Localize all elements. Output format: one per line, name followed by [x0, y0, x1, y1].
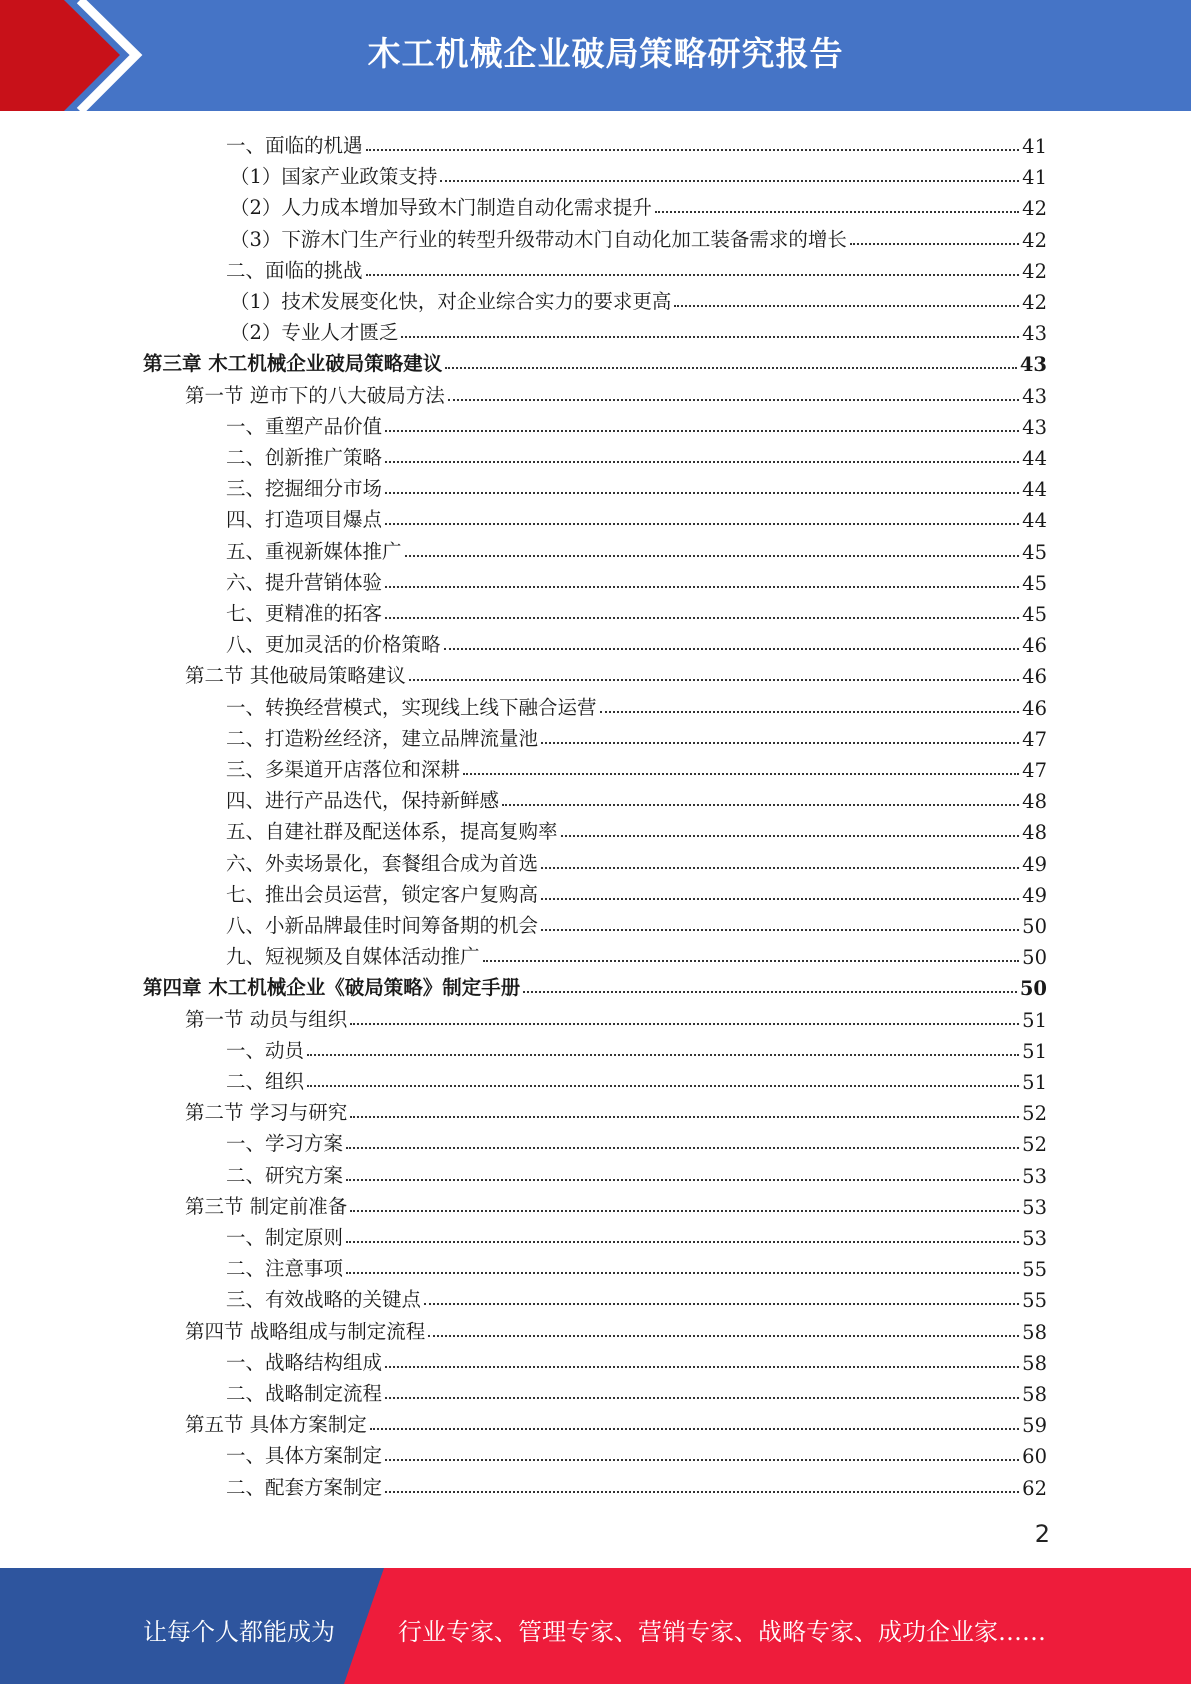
toc-entry-label: 三、挖掘细分市场	[226, 477, 383, 501]
toc-section-entry[interactable]	[185, 1313, 1047, 1344]
toc-entry-page: 44	[1022, 447, 1047, 470]
toc-entry-page: 58	[1022, 1383, 1047, 1406]
header-title: 木工机械企业破局策略研究报告	[367, 34, 844, 73]
toc-entry-label: 第四章 木工机械企业《破局策略》制定手册	[143, 976, 521, 1000]
toc-entry-page: 42	[1022, 228, 1047, 252]
toc-entry-page: 42	[1022, 291, 1047, 314]
toc-entry-page: 41	[1022, 135, 1047, 158]
toc-entry-page: 43	[1022, 415, 1047, 439]
toc-dot-leader	[483, 959, 1020, 962]
toc-entry-label: 二、创新推广策略	[226, 446, 383, 469]
toc-entry-page: 49	[1022, 883, 1047, 907]
toc-entry-page: 46	[1022, 696, 1047, 720]
toc-dot-leader	[385, 1396, 1019, 1399]
toc-entry-label: 四、进行产品迭代，保持新鲜感	[226, 789, 500, 813]
toc-subsection-entry[interactable]	[226, 1125, 1047, 1156]
toc-entry-page: 42	[1022, 197, 1047, 221]
toc-entry-page: 58	[1022, 1320, 1047, 1344]
toc-subsection-entry[interactable]	[226, 439, 1047, 470]
toc-chapter-entry[interactable]	[143, 969, 1047, 1000]
toc-entry-page: 47	[1022, 727, 1047, 751]
toc-entry-page: 45	[1022, 571, 1047, 595]
toc-entry-label: 第五节 具体方案制定	[185, 1413, 367, 1437]
toc-entry-label: 三、有效战略的关键点	[226, 1288, 422, 1312]
toc-subsection-entry[interactable]	[226, 408, 1047, 439]
toc-section-entry[interactable]	[185, 657, 1047, 688]
toc-entry-label: 三、多渠道开店落位和深耕	[226, 758, 461, 781]
toc-entry-label: 二、配套方案制定	[226, 1475, 383, 1499]
toc-dot-leader	[385, 1490, 1019, 1493]
toc-entry-label: 一、学习方案	[226, 1132, 344, 1156]
toc-entry-page: 42	[1022, 259, 1047, 283]
toc-entry-page: 46	[1022, 634, 1047, 658]
toc-dot-leader	[448, 398, 1019, 401]
toc-subsection-entry[interactable]	[226, 127, 1047, 158]
toc-dot-leader	[561, 834, 1020, 837]
toc-subsection-entry[interactable]	[226, 533, 1047, 564]
toc-dot-leader	[307, 1084, 1019, 1087]
toc-dot-leader	[440, 179, 1019, 182]
toc-entry-label: （2）人力成本增加导致木门制造自动化需求提升	[230, 196, 652, 220]
toc-entry-label: 六、外卖场景化，套餐组合成为首选	[226, 851, 539, 875]
toc-dot-leader	[541, 928, 1019, 931]
toc-dot-leader	[346, 1271, 1019, 1274]
toc-subsection-entry[interactable]	[226, 1437, 1047, 1468]
toc-entry-page: 59	[1022, 1414, 1047, 1438]
toc-dot-leader	[409, 678, 1019, 681]
toc-subsection-entry[interactable]	[226, 938, 1047, 969]
toc-subsection-entry[interactable]	[226, 1032, 1047, 1063]
toc-entry-label: （3）下游木门生产行业的转型升级带动木门自动化加工装备需求的增长	[230, 227, 847, 251]
toc-entry-page: 53	[1022, 1227, 1047, 1250]
toc-entry-label: 六、提升营销体验	[226, 570, 383, 594]
toc-dot-leader	[385, 1365, 1019, 1368]
toc-entry-page: 43	[1022, 384, 1047, 408]
toc-section-entry[interactable]	[185, 1188, 1047, 1219]
toc-dot-leader	[346, 1146, 1019, 1149]
toc-entry-page: 44	[1022, 509, 1047, 533]
toc-dot-leader	[541, 741, 1019, 744]
toc-entry-page: 51	[1022, 1039, 1047, 1063]
toc-subsection-entry[interactable]	[226, 813, 1047, 844]
toc-entry-label: 二、注意事项	[226, 1257, 344, 1281]
toc-dot-leader	[655, 210, 1019, 213]
toc-dot-leader	[850, 242, 1019, 245]
toc-dot-leader	[502, 803, 1019, 806]
toc-entry-label: 二、战略制定流程	[226, 1382, 383, 1405]
toc-entry-page: 41	[1022, 166, 1047, 190]
toc-subsection-entry[interactable]	[226, 1281, 1047, 1312]
toc-subsection-entry[interactable]	[230, 189, 1047, 220]
footer-slogan-left: 让每个人都能成为	[143, 1618, 335, 1646]
toc-dot-leader	[541, 866, 1019, 869]
page-header	[0, 0, 1191, 111]
toc-dot-leader	[366, 148, 1020, 151]
toc-entry-label: 一、战略结构组成	[226, 1350, 383, 1374]
toc-entry-label: 第一节 逆市下的八大破局方法	[185, 383, 445, 407]
toc-subsection-entry[interactable]	[226, 1344, 1047, 1375]
toc-dot-leader	[445, 366, 1017, 369]
toc-dot-leader	[523, 990, 1017, 993]
toc-entry-page: 48	[1022, 821, 1047, 845]
toc-subsection-entry[interactable]	[230, 283, 1047, 314]
toc-subsection-entry[interactable]	[226, 1469, 1047, 1500]
toc-dot-leader	[428, 1334, 1019, 1337]
toc-entry-label: 七、更精准的拓客	[226, 602, 383, 625]
toc-entry-label: 一、重塑产品价值	[226, 414, 383, 438]
toc-entry-label: 二、组织	[226, 1070, 305, 1093]
toc-dot-leader	[600, 710, 1020, 713]
toc-entry-label: 第三节 制定前准备	[185, 1194, 348, 1218]
toc-entry-label: 一、转换经营模式，实现线上线下融合运营	[226, 695, 597, 719]
toc-dot-leader	[385, 429, 1019, 432]
toc-dot-leader	[385, 1458, 1019, 1461]
toc-subsection-entry[interactable]	[226, 1157, 1047, 1188]
toc-entry-label: 九、短视频及自媒体活动推广	[226, 945, 480, 969]
toc-dot-leader	[385, 585, 1019, 588]
toc-dot-leader	[350, 1022, 1019, 1025]
toc-entry-label: 七、推出会员运营，锁定客户复购高	[226, 882, 539, 906]
toc-subsection-entry[interactable]	[226, 252, 1047, 283]
toc-entry-label: 二、面临的挑战	[226, 258, 363, 282]
toc-dot-leader	[444, 647, 1020, 650]
toc-section-entry[interactable]	[185, 1094, 1047, 1125]
toc-section-entry[interactable]	[185, 1001, 1047, 1032]
toc-entry-label: 四、打造项目爆点	[226, 508, 383, 532]
toc-dot-leader	[674, 304, 1019, 307]
toc-subsection-entry[interactable]	[226, 564, 1047, 595]
toc-entry-page: 45	[1022, 603, 1047, 626]
toc-dot-leader	[350, 1209, 1019, 1212]
toc-section-entry[interactable]	[185, 1406, 1047, 1437]
toc-dot-leader	[405, 554, 1020, 557]
toc-dot-leader	[541, 897, 1019, 900]
toc-entry-page: 52	[1022, 1133, 1047, 1157]
toc-dot-leader	[385, 522, 1019, 525]
toc-entry-label: 二、打造粉丝经济，建立品牌流量池	[226, 726, 539, 750]
toc-entry-label: 第二节 学习与研究	[185, 1101, 348, 1125]
toc-entry-page: 43	[1022, 322, 1047, 346]
toc-dot-leader	[307, 1053, 1019, 1056]
toc-subsection-entry[interactable]	[230, 158, 1047, 189]
toc-subsection-entry[interactable]	[226, 876, 1047, 907]
toc-entry-page: 50	[1019, 977, 1047, 1001]
toc-entry-page: 58	[1022, 1351, 1047, 1375]
toc-entry-page: 47	[1022, 759, 1047, 782]
toc-entry-page: 46	[1022, 665, 1047, 689]
toc-subsection-entry[interactable]	[226, 782, 1047, 813]
toc-dot-leader	[370, 1427, 1019, 1430]
toc-dot-leader	[463, 772, 1019, 775]
toc-entry-label: 第四节 战略组成与制定流程	[185, 1319, 426, 1343]
toc-subsection-entry[interactable]	[226, 626, 1047, 657]
footer-slogan-right: 行业专家、管理专家、营销专家、战略专家、成功企业家……	[398, 1618, 1046, 1646]
toc-entry-page: 52	[1022, 1102, 1047, 1126]
toc-dot-leader	[385, 460, 1019, 463]
toc-subsection-entry[interactable]	[226, 501, 1047, 532]
toc-entry-label: （2）专业人才匮乏	[230, 321, 399, 345]
toc-entry-page: 53	[1022, 1164, 1047, 1188]
toc-subsection-entry[interactable]	[226, 470, 1047, 501]
toc-subsection-entry[interactable]	[230, 221, 1047, 252]
toc-dot-leader	[385, 616, 1019, 619]
toc-entry-page: 53	[1022, 1195, 1047, 1219]
toc-entry-label: 一、面临的机遇	[226, 134, 363, 157]
toc-dot-leader	[366, 273, 1020, 276]
toc-subsection-entry[interactable]	[226, 1063, 1047, 1094]
toc-entry-page: 51	[1022, 1008, 1047, 1032]
toc-entry-label: 五、重视新媒体推广	[226, 539, 402, 563]
toc-dot-leader	[350, 1115, 1019, 1118]
toc-subsection-entry[interactable]	[226, 720, 1047, 751]
toc-entry-page: 44	[1022, 478, 1047, 502]
toc-entry-page: 43	[1019, 353, 1047, 377]
page-number: 2	[1034, 1520, 1050, 1548]
toc-subsection-entry[interactable]	[226, 1375, 1047, 1406]
toc-subsection-entry[interactable]	[226, 1250, 1047, 1281]
toc-entry-page: 62	[1022, 1476, 1047, 1500]
toc-chapter-entry[interactable]	[143, 345, 1047, 376]
toc-section-entry[interactable]	[185, 377, 1047, 408]
toc-dot-leader	[424, 1302, 1019, 1305]
toc-entry-page: 45	[1022, 540, 1047, 564]
toc-dot-leader	[346, 1240, 1019, 1243]
toc-entry-label: （1）技术发展变化快，对企业综合实力的要求更高	[230, 290, 672, 313]
toc-entry-label: 一、动员	[226, 1038, 305, 1062]
toc-entry-label: 第一节 动员与组织	[185, 1007, 348, 1031]
toc-entry-label: 二、研究方案	[226, 1163, 344, 1187]
toc-subsection-entry[interactable]	[226, 595, 1047, 626]
toc-subsection-entry[interactable]	[226, 907, 1047, 938]
toc-subsection-entry[interactable]	[230, 314, 1047, 345]
toc-subsection-entry[interactable]	[226, 689, 1047, 720]
toc-dot-leader	[346, 1178, 1019, 1181]
toc-entry-page: 50	[1022, 946, 1047, 970]
toc-entry-page: 49	[1022, 852, 1047, 876]
toc-entry-page: 48	[1022, 790, 1047, 814]
toc-entry-label: 第三章 木工机械企业破局策略建议	[143, 352, 443, 376]
toc-entry-label: 第二节 其他破局策略建议	[185, 664, 406, 688]
toc-entry-label: 八、更加灵活的价格策略	[226, 633, 441, 657]
toc-entry-page: 55	[1022, 1258, 1047, 1282]
toc-entry-page: 50	[1022, 915, 1047, 938]
toc-entry-page: 60	[1022, 1445, 1047, 1469]
toc-entry-label: 八、小新品牌最佳时间筹备期的机会	[226, 914, 539, 937]
toc-entry-page: 55	[1022, 1289, 1047, 1313]
toc-entry-page: 51	[1022, 1071, 1047, 1094]
toc-subsection-entry[interactable]	[226, 751, 1047, 782]
toc-entry-label: 一、具体方案制定	[226, 1444, 383, 1468]
toc-dot-leader	[385, 491, 1019, 494]
toc-dot-leader	[401, 335, 1019, 338]
toc-entry-label: 五、自建社群及配送体系，提高复购率	[226, 820, 558, 844]
toc-subsection-entry[interactable]	[226, 1219, 1047, 1250]
toc-entry-label: 一、制定原则	[226, 1226, 344, 1249]
toc-subsection-entry[interactable]	[226, 845, 1047, 876]
toc-entry-label: （1）国家产业政策支持	[230, 165, 438, 189]
